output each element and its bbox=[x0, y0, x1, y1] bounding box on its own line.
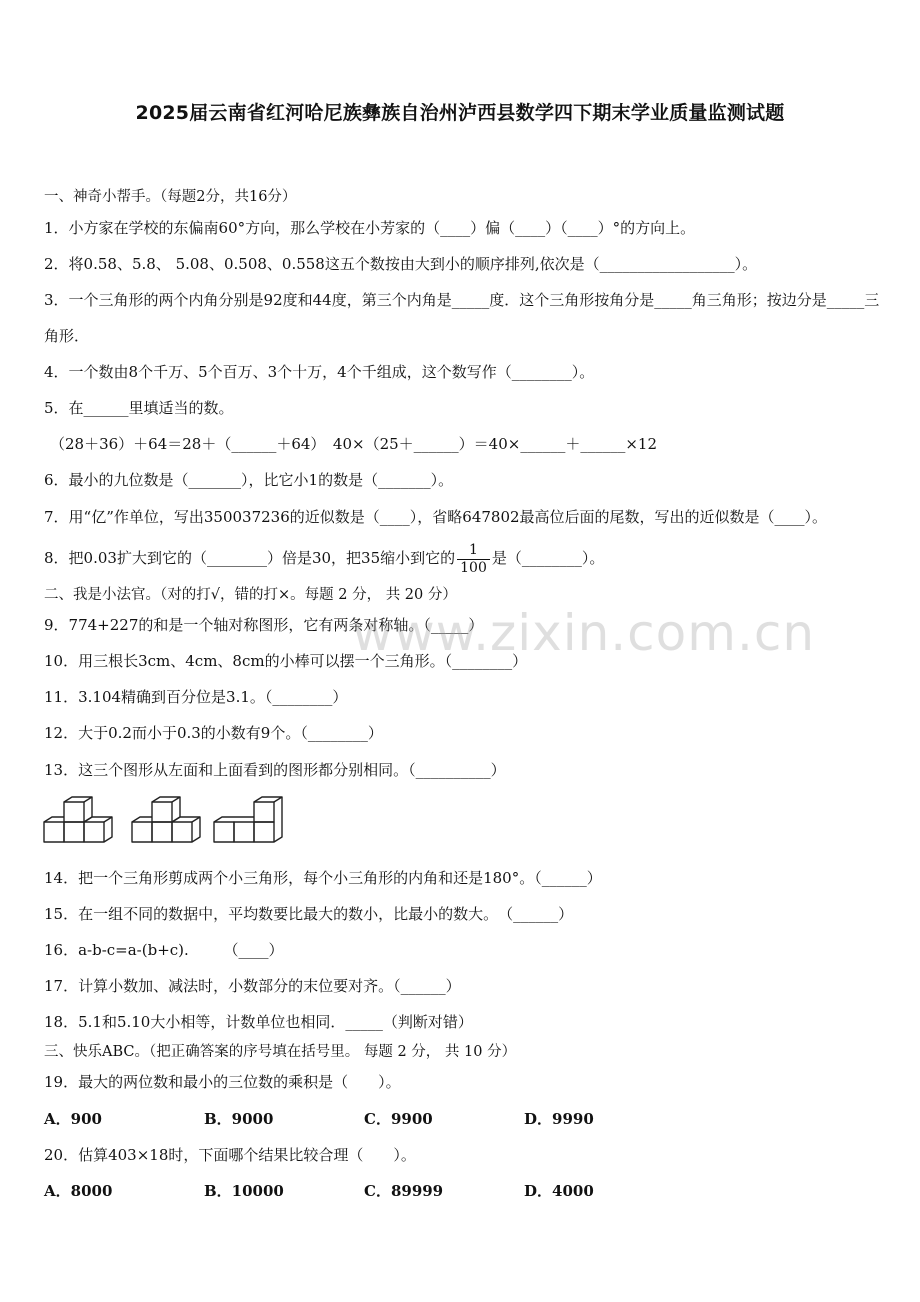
fraction-one-hundredth bbox=[457, 542, 490, 577]
question-18: 18．5.1和5.10大小相等，计数单位也相同．_____（判断对错） bbox=[44, 1013, 473, 1031]
section-3-heading: 三、快乐ABC。（把正确答案的序号填在括号里。 每题 2 分， 共 10 分） bbox=[44, 1044, 517, 1060]
cube-figure-2 bbox=[132, 797, 200, 842]
option-c[interactable]: C．9900 bbox=[364, 1110, 433, 1128]
question-17: 17．计算小数加、减法时，小数部分的末位要对齐。（______） bbox=[44, 977, 461, 995]
question-19: 19．最大的两位数和最小的三位数的乘积是（ ）。 bbox=[44, 1073, 401, 1091]
cube-figures bbox=[42, 796, 292, 850]
question-4: 4．一个数由8个千万、5个百万、3个十万，4个千组成，这个数写作（________）。 bbox=[44, 363, 595, 381]
section-1-heading: 一、神奇小帮手。（每题2分，共16分） bbox=[44, 189, 297, 205]
option-a[interactable]: A．900 bbox=[44, 1110, 102, 1128]
fraction-numerator: 1 bbox=[457, 542, 490, 560]
question-8 bbox=[44, 538, 890, 578]
question-14: 14．把一个三角形剪成两个小三角形，每个小三角形的内角和还是180°。（______） bbox=[44, 869, 602, 887]
watermark: www.zixin.com.cn bbox=[352, 604, 816, 662]
option-b[interactable]: B．10000 bbox=[204, 1182, 284, 1200]
question-7: 7．用“亿”作单位，写出350037236的近似数是（____），省略647802最高位后面的尾数，写出的近似数是（____）。 bbox=[44, 508, 828, 526]
question-5-equations: （28＋36）＋64＝28＋（______＋64） 40×（25＋______）＝40×______＋______×12 bbox=[50, 435, 657, 453]
question-10: 10．用三根长3cm、4cm、8cm的小棒可以摆一个三角形。（________） bbox=[44, 652, 528, 670]
question-20: 20．估算403×18时，下面哪个结果比较合理（ ）。 bbox=[44, 1146, 416, 1164]
question-6: 6．最小的九位数是（_______），比它小1的数是（_______）。 bbox=[44, 471, 454, 489]
option-c[interactable]: C．89999 bbox=[364, 1182, 444, 1200]
cube-figure-1 bbox=[44, 797, 112, 842]
question-9: 9．774+227的和是一个轴对称图形，它有两条对称轴。（_____） bbox=[44, 616, 484, 634]
question-13: 13．这三个图形从左面和上面看到的图形都分别相同。（__________） bbox=[44, 761, 506, 779]
fraction-denominator: 100 bbox=[460, 559, 487, 576]
exam-title: 2025届云南省红河哈尼族彝族自治州泸西县数学四下期末学业质量监测试题 bbox=[135, 102, 785, 124]
question-8-text-a: 8．把0.03扩大到它的（________）倍是30，把35缩小到它的 bbox=[44, 549, 456, 567]
option-b[interactable]: B．9000 bbox=[204, 1110, 274, 1128]
question-12: 12．大于0.2而小于0.3的小数有9个。（________） bbox=[44, 724, 383, 742]
question-5: 5．在______里填适当的数。 bbox=[44, 399, 234, 417]
question-1: 1．小方家在学校的东偏南60°方向，那么学校在小芳家的（____）偏（____）（____）°的方向上。 bbox=[44, 219, 696, 237]
option-a[interactable]: A．8000 bbox=[44, 1182, 113, 1200]
question-15: 15．在一组不同的数据中，平均数要比最大的数小，比最小的数大。 （______） bbox=[44, 905, 574, 923]
option-d[interactable]: D．4000 bbox=[524, 1182, 594, 1200]
question-2: 2．将0.58、5.8、 5.08、0.508、0.558这五个数按由大到小的顺序排列,依次是（__________________）。 bbox=[44, 255, 758, 273]
question-3: 3．一个三角形的两个内角分别是92度和44度，第三个内角是_____度．这个三角形按角分是_____角三角形；按边分是_____三角形． bbox=[44, 291, 880, 345]
question-8-text-b: 是（________）。 bbox=[491, 549, 605, 567]
section-2-heading: 二、我是小法官。（对的打√，错的打×。每题 2 分， 共 20 分） bbox=[44, 587, 457, 603]
question-11: 11．3.104精确到百分位是3.1。（________） bbox=[44, 688, 348, 706]
cube-figure-3 bbox=[214, 797, 282, 842]
option-d[interactable]: D．9990 bbox=[524, 1110, 594, 1128]
question-16: 16．a-b-c=a-(b+c). （____） bbox=[44, 941, 284, 959]
